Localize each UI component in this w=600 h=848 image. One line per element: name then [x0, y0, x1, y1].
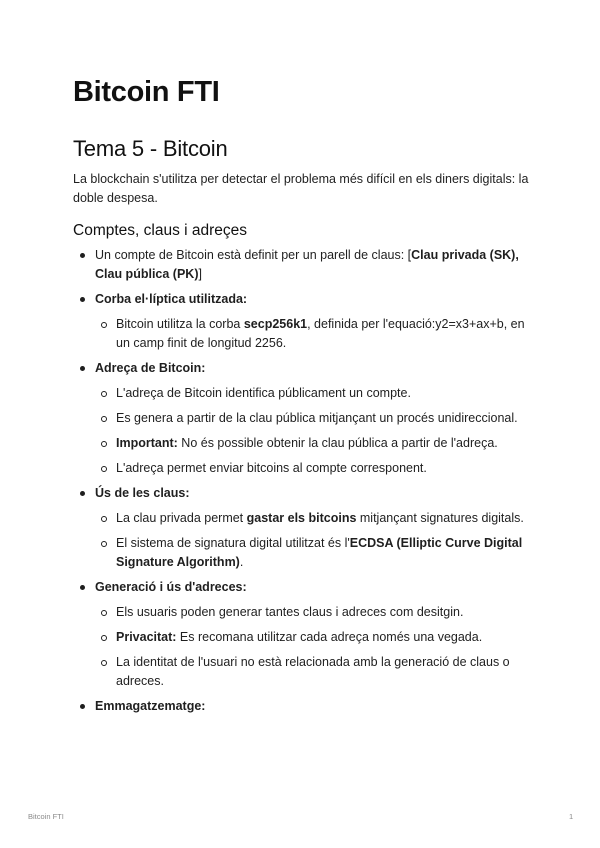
emmagatzematge-heading: Emmagatzematge: — [95, 699, 206, 713]
bullet-dot-icon — [80, 253, 85, 258]
us-sub1-pre: La clau privada permet — [116, 511, 247, 525]
us-sublist — [95, 509, 533, 572]
list-item-corba — [73, 290, 533, 353]
generacio-sub2-post: Es recomana utilitzar cada adreça només una vegada. — [176, 630, 483, 644]
compte-bold: Clau privada (SK), Clau pública (PK) — [95, 248, 519, 281]
page-number: 1 — [569, 812, 574, 821]
document-content — [73, 72, 533, 722]
corba-sub1-pre: Bitcoin utilitza la corba — [116, 317, 244, 331]
bullet-ring-icon — [101, 466, 107, 472]
adreca-sub3-bold: Important: — [116, 436, 178, 450]
bullet-dot-icon — [80, 366, 85, 371]
list-item-emmagatzematge — [73, 697, 533, 716]
us-sub2-bold: ECDSA (Elliptic Curve Digital Signature Algorithm) — [116, 536, 523, 569]
corba-sub1-bold: secp256k1 — [243, 317, 308, 331]
us-heading: Ús de les claus: — [95, 486, 190, 500]
document-title: Bitcoin FTI — [73, 76, 220, 108]
adreca-sub3-post: No és possible obtenir la clau pública a partir de l'adreça. — [177, 436, 498, 450]
sublist-item — [95, 534, 533, 572]
generacio-sublist — [95, 603, 533, 691]
sublist-item — [95, 603, 533, 622]
list-item-us — [73, 484, 533, 572]
bullet-dot-icon — [80, 704, 85, 709]
bullet-ring-icon — [101, 660, 107, 666]
adreca-sub2: Es genera a partir de la clau pública mitjançant un procés unidireccional. — [116, 411, 518, 425]
sublist-item — [95, 384, 533, 403]
sublist-item — [95, 628, 533, 647]
bullet-ring-icon — [101, 322, 107, 328]
sublist-item — [95, 459, 533, 478]
sublist-item — [95, 315, 533, 353]
sublist-item — [95, 409, 533, 428]
corba-heading: Corba el·líptica utilitzada: — [95, 292, 248, 306]
adreca-heading: Adreça de Bitcoin: — [95, 361, 206, 375]
generacio-sub1: Els usuaris poden generar tantes claus i adreces com desitgin. — [116, 605, 464, 619]
list-item-adreca — [73, 359, 533, 478]
list-item-compte — [73, 246, 533, 284]
us-sub2-post: . — [239, 555, 244, 569]
sublist-item — [95, 653, 533, 691]
generacio-heading: Generació i ús d'adreces: — [95, 580, 247, 594]
main-list — [73, 246, 533, 716]
sublist-item — [95, 434, 533, 453]
generacio-sub2-bold: Privacitat: — [116, 630, 177, 644]
intro-paragraph: La blockchain s'utilitza per detectar el problema més difícil en els diners digitals: la doble despesa. — [73, 172, 529, 205]
compte-end: ] — [198, 267, 202, 281]
bullet-dot-icon — [80, 297, 85, 302]
sublist-item — [95, 509, 533, 528]
adreca-sublist — [95, 384, 533, 478]
bullet-ring-icon — [101, 416, 107, 422]
us-sub1-post: mitjançant signatures digitals. — [356, 511, 524, 525]
footer-title: Bitcoin FTI — [28, 812, 64, 821]
subsection-title: Comptes, claus i adreçes — [73, 222, 248, 239]
us-sub1-bold: gastar els bitcoins — [246, 511, 357, 525]
bullet-ring-icon — [101, 441, 107, 447]
bullet-ring-icon — [101, 391, 107, 397]
adreca-sub1: L'adreça de Bitcoin identifica públicament un compte. — [116, 386, 411, 400]
compte-text: Un compte de Bitcoin està definit per un parell de claus: [ — [95, 248, 412, 262]
bullet-ring-icon — [101, 541, 107, 547]
corba-sub1-post: , definida per l'equació:y2=x3+ax+b, en un camp finit de longitud 2256. — [116, 317, 525, 350]
corba-sublist — [95, 315, 533, 353]
list-item-generacio — [73, 578, 533, 691]
us-sub2-pre: El sistema de signatura digital utilitzat és l' — [116, 536, 350, 550]
generacio-sub3: La identitat de l'usuari no està relacionada amb la generació de claus o adreces. — [116, 655, 510, 688]
bullet-dot-icon — [80, 585, 85, 590]
section-title: Tema 5 - Bitcoin — [73, 136, 228, 161]
bullet-ring-icon — [101, 516, 107, 522]
bullet-ring-icon — [101, 610, 107, 616]
bullet-ring-icon — [101, 635, 107, 641]
adreca-sub4: L'adreça permet enviar bitcoins al compte corresponent. — [116, 461, 427, 475]
bullet-dot-icon — [80, 491, 85, 496]
